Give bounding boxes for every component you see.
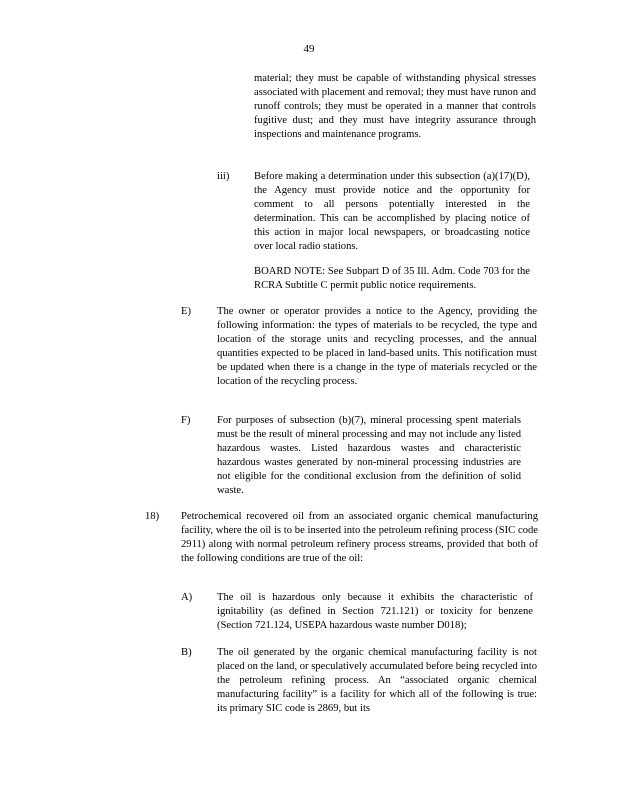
item-iii-label: iii) — [217, 171, 230, 182]
item-18-label: 18) — [145, 511, 160, 522]
item-F-label: F) — [181, 415, 191, 426]
item-iii-text: Before making a determination under this subsection (a)(17)(D), the Agency must provide notice and the opportunity for comment to all persons potentially interested in the determination. This can be accomplished by placing notice of this action in major local newspapers, or broadcasting notice over local radio stations. — [254, 171, 530, 252]
page-number: 49 — [303, 43, 315, 55]
board-note: BOARD NOTE: See Subpart D of 35 Ill. Adm. Code 703 for the RCRA Subtitle C permit public notice requirements. — [254, 266, 530, 291]
item-B-text: The oil generated by the organic chemical manufacturing facility is not placed on the land, or speculatively accumulated before being recycled into the petroleum refining process. An “associated organic chemical manufacturing facility” is a facility for which all of the following is true: its primary SIC code is 2869, but its — [217, 647, 537, 714]
continuation-paragraph: material; they must be capable of withstanding physical stresses associated with placement and removal; they must have runon and runoff controls; they must be operated in a manner that controls fugitive dust; and they must have integrity assurance through inspections and maintenance programs. — [254, 73, 536, 140]
item-F-text: For purposes of subsection (b)(7), mineral processing spent materials must be the result of mineral processing and may not include any listed hazardous wastes. Listed hazardous wastes and characteristic hazardous wastes generated by non-mineral processing industries are not eligible for the conditional exclusion from the definition of solid waste. — [217, 415, 521, 496]
item-E-label: E) — [181, 306, 191, 317]
item-B-label: B) — [181, 647, 192, 658]
item-E-text: The owner or operator provides a notice to the Agency, providing the following information: the types of materials to be recycled, the type and location of the storage units and recycling processes, and the annual quantities expected to be placed in land-based units. This notification must be updated when there is a change in the type of materials recycled or the location of the recycling process. — [217, 306, 537, 387]
item-A-label: A) — [181, 592, 193, 603]
item-A-text: The oil is hazardous only because it exhibits the characteristic of ignitability (as defined in Section 721.121) or toxicity for benzene (Section 721.124, USEPA hazardous waste number D018); — [217, 592, 533, 631]
item-18-text: Petrochemical recovered oil from an associated organic chemical manufacturing facility, where the oil is to be inserted into the petroleum refining process (SIC code 2911) along with normal petroleum refinery process streams, provided that both of the following conditions are true of the oil: — [181, 511, 538, 564]
